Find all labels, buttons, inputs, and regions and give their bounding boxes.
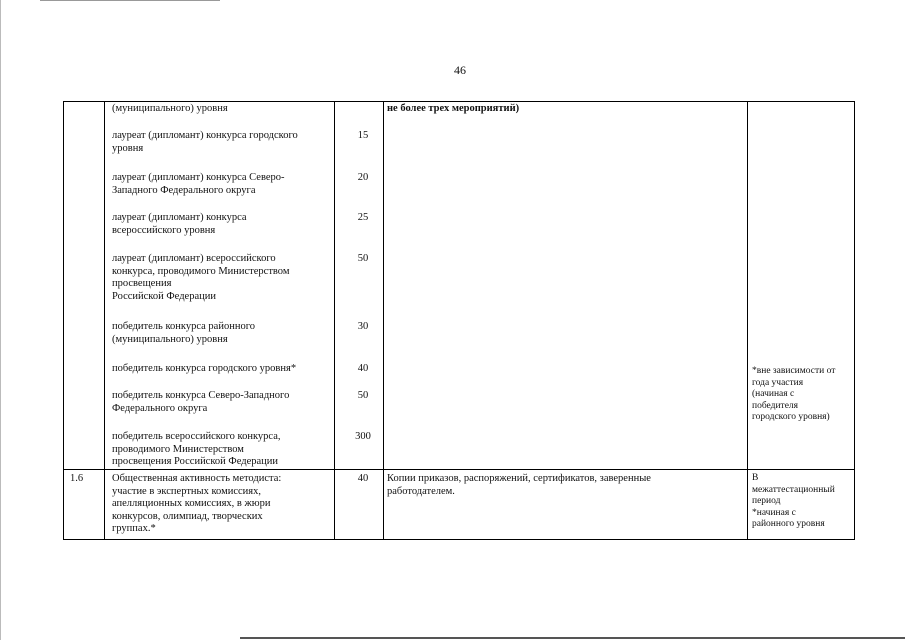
criteria-item: победитель конкурса Северо-Западного Федерального округа xyxy=(112,390,290,414)
points-value: 40 xyxy=(357,473,369,484)
row-number: 1.6 xyxy=(70,473,84,484)
criteria-item: победитель всероссийского конкурса, проводимого Министерством просвещения Российской Федерации xyxy=(112,431,281,468)
criteria-item: лауреат (дипломант) конкурса Северо- Западного Федерального округа xyxy=(112,172,285,196)
criteria-1-6: Общественная активность методиста: участие в экспертных комиссиях, апелляционных комиссиях, в жюри конкурсов, олимпиад, творческих группах.* xyxy=(112,473,282,535)
documents-1-6: Копии приказов, распоряжений, сертификатов, заверенные работодателем. xyxy=(387,473,651,497)
column-divider-documents xyxy=(747,102,748,539)
column-divider-number xyxy=(104,102,105,539)
criteria-item: победитель конкурса районного (муниципального) уровня xyxy=(112,321,255,345)
row-divider-1-6 xyxy=(64,469,854,470)
criteria-continued-first: (муниципального) уровня xyxy=(112,103,228,114)
criteria-item: победитель конкурса городского уровня* xyxy=(112,363,297,374)
criteria-item: лауреат (дипломант) конкурса городского уровня xyxy=(112,130,298,154)
points-value: 50 xyxy=(357,253,369,264)
scan-edge-top xyxy=(40,0,220,1)
points-value: 20 xyxy=(357,172,369,183)
remark-continued: *вне зависимости от года участия (начиная с победителя городского уровня) xyxy=(752,366,836,422)
scan-edge-bottom xyxy=(240,637,905,639)
points-value: 40 xyxy=(357,363,369,374)
criteria-table xyxy=(63,101,855,540)
scan-edge-left xyxy=(0,0,1,640)
points-value: 300 xyxy=(355,431,371,442)
points-value: 25 xyxy=(357,212,369,223)
criteria-item: лауреат (дипломант) всероссийского конкурса, проводимого Министерством просвещения Российской Федерации xyxy=(112,253,290,302)
criteria-item: лауреат (дипломант) конкурса всероссийского уровня xyxy=(112,212,247,236)
remark-1-6: В межаттестационный период *начиная с районного уровня xyxy=(752,473,835,529)
points-value: 30 xyxy=(357,321,369,332)
points-value: 15 xyxy=(357,130,369,141)
documents-continued-note: не более трех мероприятий) xyxy=(387,103,520,114)
page-number: 46 xyxy=(454,63,466,77)
points-value: 50 xyxy=(357,390,369,401)
